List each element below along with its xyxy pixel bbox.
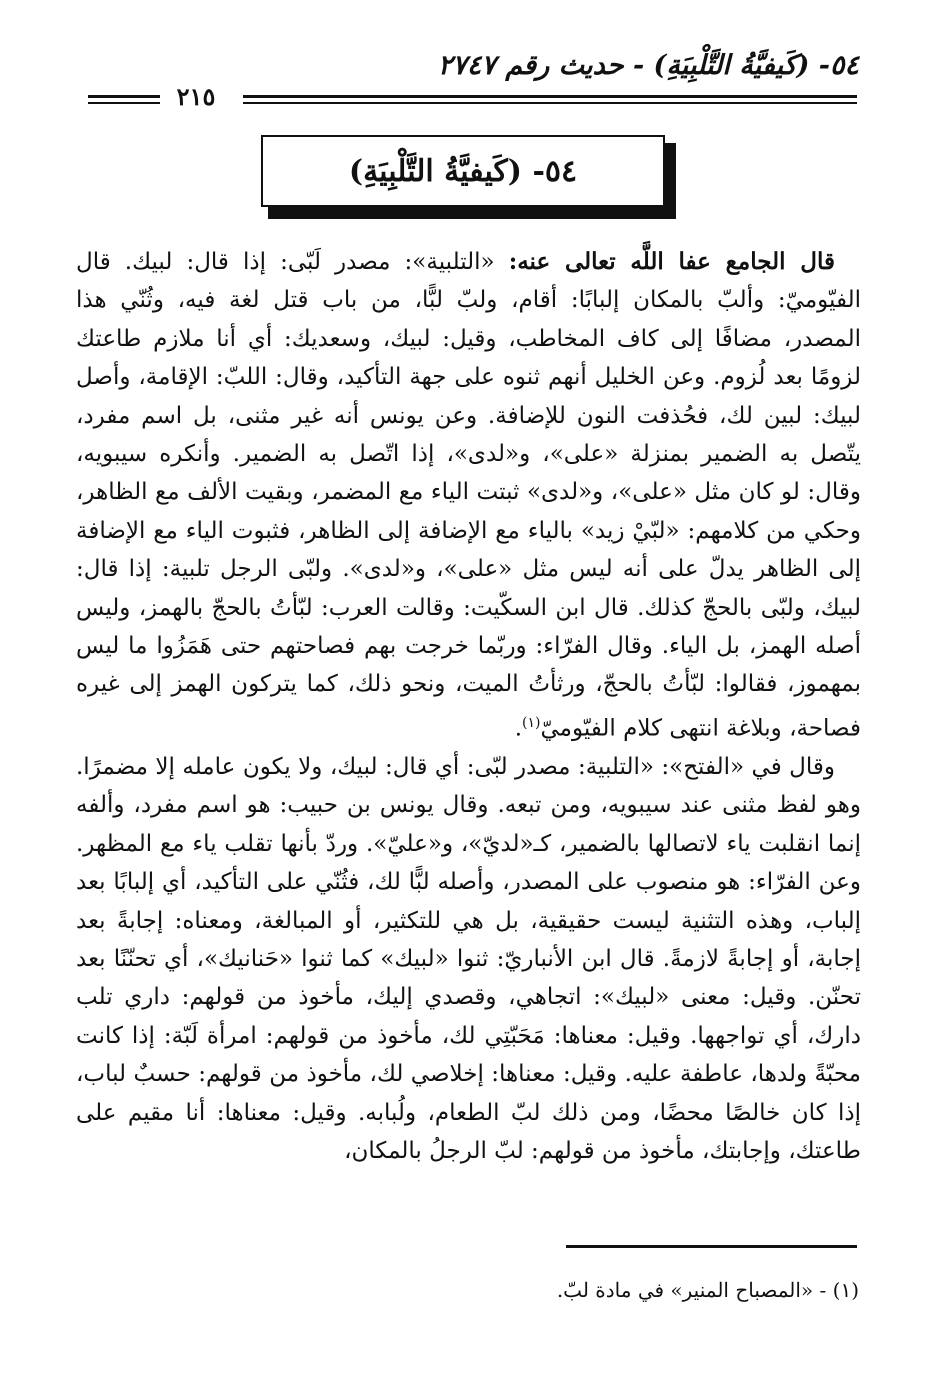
paragraph-1-end: . xyxy=(514,715,522,742)
footnote-1-text: «المصباح المنير» في مادة لبّ. xyxy=(556,1278,814,1302)
footnote-reference[interactable]: (١) xyxy=(522,714,541,731)
header-rule-right xyxy=(243,95,857,104)
chapter-title-box xyxy=(261,135,665,207)
paragraph-1-lead: قال الجامع عفا اللَّه تعالى عنه: xyxy=(508,248,835,275)
footnote-1 xyxy=(259,1278,859,1302)
header-rule-left xyxy=(88,95,160,104)
chapter-title: ٥٤- (كَيفيَّةُ التَّلْبِيَةِ) xyxy=(348,153,578,189)
footnote-separator xyxy=(566,1245,857,1248)
paragraph-2: وقال في «الفتح»: «التلبية: مصدر لبّى: أي قال: لبيك، ولا يكون عامله إلا مضمرًا. وهو لفظ مثنى عند سيبويه، ومن تبعه. وقال يونس بن حبيب: هو اسم مفرد، وألفه إنما انقلبت ياء لاتصالها بالضمير، كـ«لديّ»، و«عليّ». وردّ بأنها تقلب ياء مع المظهر. وعن الفرّاء: هو منصوب على المصدر، وأصله لبًّا لك، فثُنّي على التأكيد، أي إلبابًا بعد إلباب، وهذه التثنية ليست حقيقية، بل هي للتكثير، أو المبالغة، ومعناه: إجابةً بعد إجابة، أو إجابةً لازمةً. قال ابن الأنباريّ: ثنوا «لبيك» كما ثنوا «حَنانيك»، أي تحنّنًا بعد تحنّن. وقيل: معنى «لبيك»: اتجاهي، وقصدي إليك، مأخوذ من قولهم: داري تلب دارك، أي تواجهها. وقيل: معناها: مَحَبّتِي لك، مأخوذ من قولهم: امرأة لَبّة: إذا كانت محبّةً ولدها، عاطفة عليه. وقيل: معناها: إخلاصي لك، مأخوذ من قولهم: حسبٌ لباب، إذا كان خالصًا محضًا، ومن ذلك لبّ الطعام، ولُبابه. وقيل: معناها: أنا مقيم على طاعتك، وإجابتك، مأخوذ من قولهم: لبّ الرجلُ بالمكان، xyxy=(76,753,861,1164)
paragraph-1 xyxy=(76,243,861,748)
main-text xyxy=(76,243,861,1170)
footnote-1-marker: (١) - xyxy=(819,1278,859,1302)
page-number: ٢١٥ xyxy=(176,82,216,111)
running-header-title: ٥٤- (كَيفيَّةُ التَّلْبِيَةِ) - حديث رقم ٢٧٤٧ xyxy=(437,50,859,81)
paragraph-1-text: «التلبية»: مصدر لَبّى: إذا قال: لبيك. قال الفيّوميّ: وألبّ بالمكان إلبابًا: أقام، ولبّ لبًّا، من باب قتل لغة فيه، وثُنّي هذا المصدر، مضافًا إلى كاف المخاطب، وقيل: لبيك، وسعديك: أي أنا ملازم طاعتك لزومًا بعد لُزوم. وعن الخليل أنهم ثنوه على جهة التأكيد، وقال: اللبّ: الإقامة، وأصل لبيك: لبين لك، فحُذفت النون للإضافة. وعن يونس أنه غير مثنى، بل اسم مفرد، يتّصل به الضمير بمنزلة «على»، و«لدى»، إذا اتّصل به الضمير. وأنكره سيبويه، وقال: لو كان مثل «على»، و«لدى» ثبتت الياء مع المضمر، وبقيت الألف مع الظاهر، وحكي من كلامهم: «لبّيْ زيد» بالياء مع الإضافة إلى الظاهر، فثبوت الياء مع الإضافة إلى الظاهر يدلّ على أنه ليس مثل «على»، و«لدى». ولبّى الرجل تلبية: إذا قال: لبيك، ولبّى بالحجّ كذلك. قال ابن السكّيت: وقالت العرب: لبّأتُ بالحجّ بالهمز، وليس أصله الهمز، بل الياء. وقال الفرّاء: وربّما خرجت بهم فصاحتهم حتى هَمَزُوا ما ليس بمهموز، فقالوا: لبّأتُ بالحجّ، ورثأتُ الميت، ونحو ذلك، كما يتركون الهمز إلى غيره فصاحة، وبلاغة انتهى كلام الفيّوميّ xyxy=(76,249,862,742)
